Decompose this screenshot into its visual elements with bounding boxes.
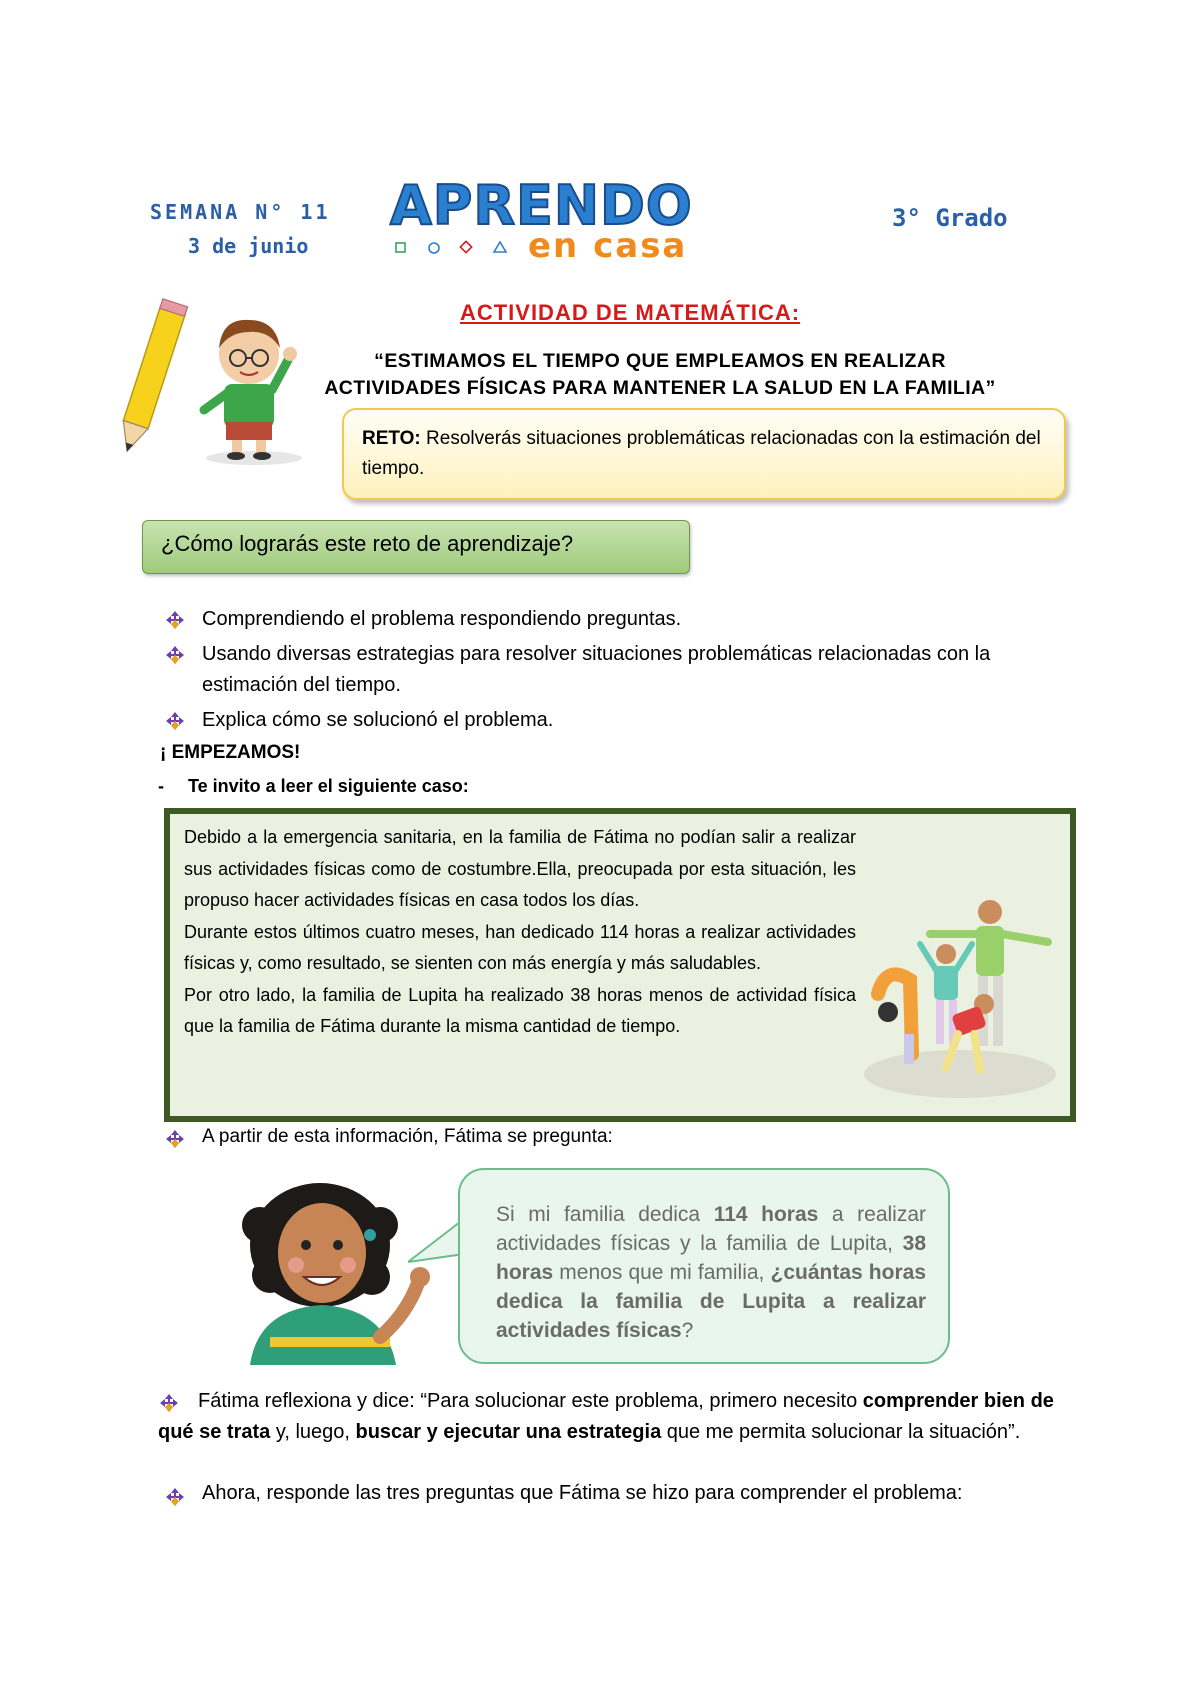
list-item [164, 705, 1084, 736]
strategies-list [164, 604, 1084, 740]
reflection-bold-1: comprender bien de qué se trata [158, 1390, 1054, 1443]
question-intro [164, 1126, 613, 1148]
strategy-text: Usando diversas estrategias para resolver situaciones problemáticas relacionadas con la estimación del tiempo. [202, 643, 991, 696]
how-banner: ¿Cómo lograrás este reto de aprendizaje? [142, 520, 690, 574]
four-way-arrow-icon [164, 644, 186, 666]
bubble-text-4: ? [681, 1319, 694, 1342]
reflection-paragraph [158, 1386, 1074, 1448]
case-paragraph-3: Por otro lado, la familia de Lupita ha realizado 38 horas menos de actividad física que la familia de Fátima durante la misma cantidad de tiempo. [184, 984, 856, 1036]
strategy-text: Comprendiendo el problema respondiendo preguntas. [202, 608, 682, 630]
bubble-text-3: menos que mi familia, [553, 1261, 771, 1284]
logo-top-text: APRENDO [390, 174, 693, 237]
reto-label: RETO: [362, 428, 421, 449]
bubble-text-1: Si mi familia dedica [496, 1203, 714, 1226]
invite-line [158, 776, 469, 797]
activity-title: ACTIVIDAD DE MATEMÁTICA: [459, 300, 801, 325]
date-label: 3 de junio [188, 234, 309, 258]
bubble-bold-2: 38 horas [496, 1232, 926, 1284]
four-way-arrow-icon [164, 1128, 186, 1150]
case-paragraph-1: Debido a la emergencia sanitaria, en la familia de Fátima no podían salir a realizar sus actividades físicas como de costumbre.Ella, preocupada por esta situación, les propuso hacer actividades físicas en casa todos los días. [184, 827, 856, 910]
case-box [164, 808, 1076, 1122]
four-way-arrow-icon [164, 609, 186, 631]
logo-shapes-icon [394, 240, 514, 256]
reflection-text-1: Fátima reflexiona y dice: “Para solucionar este problema, primero necesito [198, 1390, 863, 1412]
case-text [184, 822, 856, 1043]
subtitle-line-1: “ESTIMAMOS EL TIEMPO QUE EMPLEAMOS EN REALIZAR [374, 350, 946, 372]
reflection-bold-2: buscar y ejecutar una estrategia [355, 1421, 662, 1443]
start-heading: ¡ EMPEZAMOS! [160, 742, 301, 763]
subtitle-line-2: ACTIVIDADES FÍSICAS PARA MANTENER LA SALUD EN LA FAMILIA” [324, 377, 996, 399]
four-way-arrow-icon [164, 710, 186, 732]
speech-bubble [458, 1168, 950, 1364]
case-paragraph-2: Durante estos últimos cuatro meses, han dedicado 114 horas a realizar actividades físicas y, como resultado, se sienten con más energía y más saludables. [184, 921, 856, 973]
boy-with-pencil-illustration [104, 298, 304, 468]
four-way-arrow-icon [164, 1486, 186, 1508]
bubble-bold-3: ¿cuántas horas dedica la familia de Lupita a realizar actividades físicas [496, 1261, 926, 1342]
reflection-text-2: y, luego, [270, 1421, 356, 1443]
family-exercising-illustration [850, 884, 1060, 1104]
list-item [164, 639, 1084, 701]
reto-box [342, 408, 1066, 500]
logo-bottom-text: en casa [528, 226, 688, 266]
dash-bullet-icon: - [158, 776, 164, 796]
invite-text: Te invito a leer el siguiente caso: [188, 776, 469, 796]
strategy-text: Explica cómo se solucionó el problema. [202, 709, 554, 731]
final-instruction [164, 1482, 1122, 1505]
question-intro-text: A partir de esta información, Fátima se pregunta: [202, 1126, 613, 1147]
activity-subtitle [320, 348, 1000, 402]
reflection-text-3: que me permita solucionar la situación”. [661, 1421, 1021, 1443]
reto-text: Resolverás situaciones problemáticas relacionadas con la estimación del tiempo. [362, 428, 1041, 479]
grade-label: 3° Grado [892, 204, 1008, 232]
list-item [164, 604, 1084, 635]
bubble-text-2: a realizar actividades físicas y la familia de Lupita, [496, 1203, 927, 1255]
week-label: SEMANA N° 11 [150, 200, 331, 224]
bubble-bold-1: 114 horas [713, 1203, 819, 1226]
aprendo-en-casa-logo [390, 174, 726, 266]
speech-bubble-text [496, 1200, 926, 1345]
final-instruction-text: Ahora, responde las tres preguntas que Fátima se hizo para comprender el problema: [202, 1482, 963, 1504]
four-way-arrow-icon [158, 1392, 180, 1414]
